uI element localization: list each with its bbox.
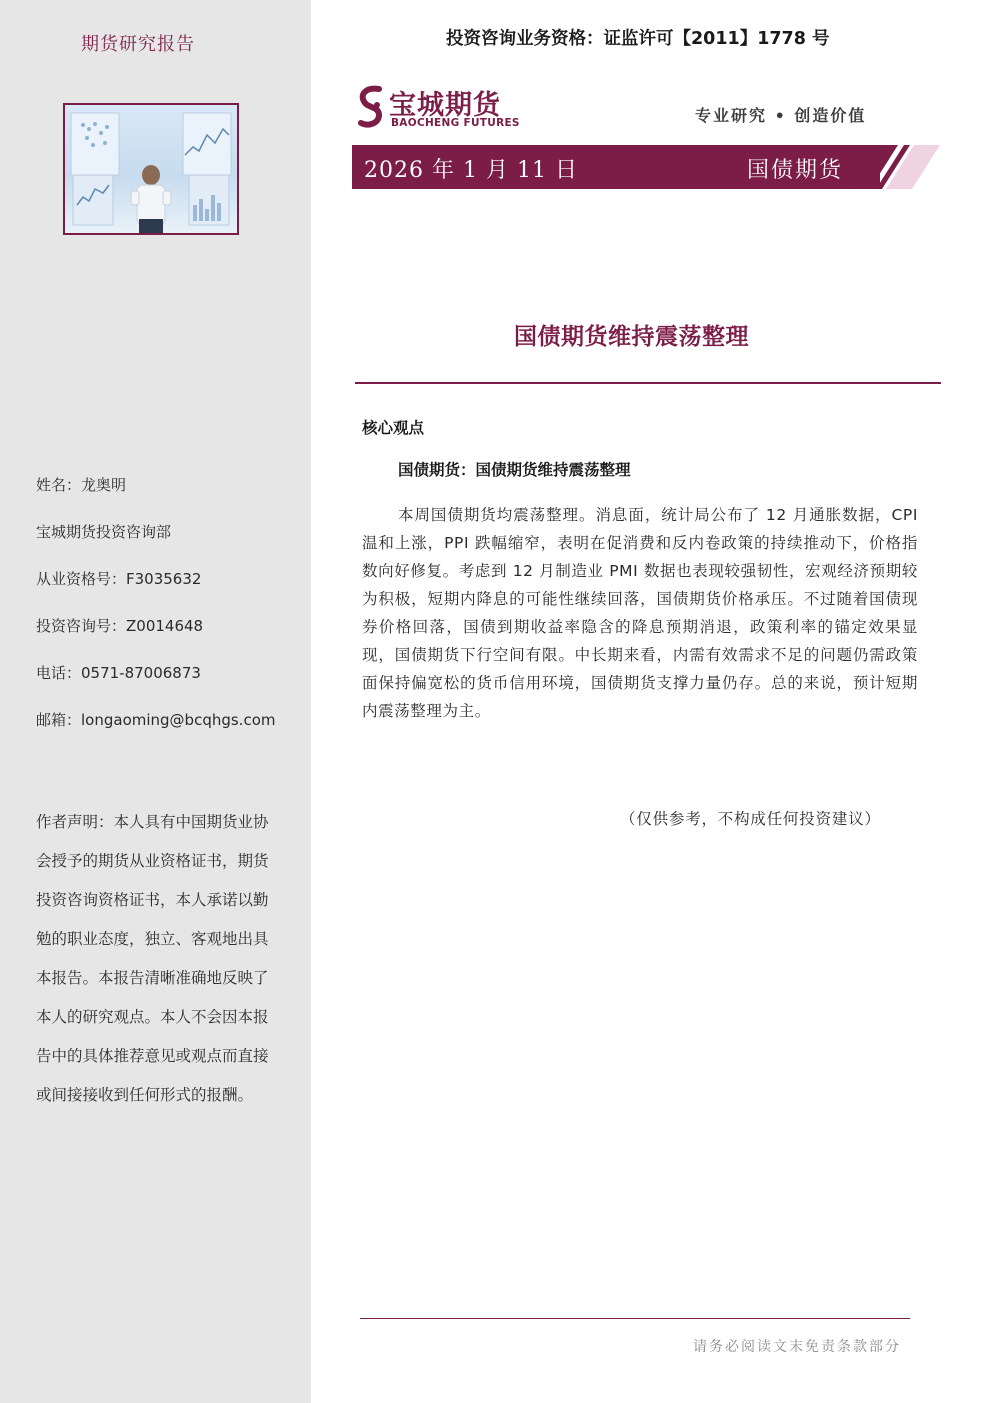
report-category: 国债期货	[747, 158, 844, 183]
author-statement: 作者声明：本人具有中国期货业协会授予的期货从业资格证书，期货投资咨询资格证书，本人承诺以勤勉的职业态度，独立、客观地出具本报告。本报告清晰准确地反映了本人的研究观点。本人不会因本报告中的具体推荐意见或观点而直接或间接接收到任何形式的报酬。	[36, 813, 269, 1104]
analyst-contact	[36, 474, 276, 756]
date-category-band	[352, 145, 940, 189]
report-type-label: 期货研究报告	[81, 34, 195, 55]
analyst-department: 宝城期货投资咨询部	[36, 523, 172, 541]
core-view-label: 核心观点	[362, 419, 425, 437]
band-stripes-icon	[852, 145, 940, 189]
email-address: 邮箱：longaoming@bcqhgs.com	[36, 711, 276, 729]
footer-note: 请务必阅读文末免责条款部分	[693, 1339, 901, 1355]
phone-number: 电话：0571-87006873	[36, 664, 201, 682]
logo-english-name: BAOCHENG FUTURES	[391, 117, 520, 129]
title-divider	[355, 382, 941, 384]
consulting-number: 投资咨询号：Z0014648	[36, 617, 204, 635]
qualification-number: 从业资格号：F3035632	[36, 570, 202, 588]
footer-divider	[360, 1318, 910, 1319]
hero-image	[63, 103, 239, 235]
section-subheading: 国债期货：国债期货维持震荡整理	[398, 461, 631, 479]
logo-mark-icon	[355, 85, 387, 131]
analyst-name: 姓名：龙奥明	[36, 476, 127, 494]
report-title: 国债期货维持震荡整理	[514, 324, 749, 350]
body-paragraph: 本周国债期货均震荡整理。消息面，统计局公布了 12 月通胀数据，CPI 温和上涨，PPI 跌幅缩窄，表明在促消费和反内卷政策的持续推动下，价格指数向好修复。考虑到 12 月制造业 PMI 数据也表现较强韧性，宏观经济预期较为积极，短期内降息的可能性继续回落，国债期货价格承压。不过随着国债现券价格回落，国债到期收益率隐含的降息预期消退，政策利率的锚定效果显现，国债期货下行空间有限。中长期来看，内需有效需求不足的问题仍需政策面保持偏宽松的货币信用环境，国债期货支撑力量仍存。总的来说，预计短期内震荡整理为主。	[362, 506, 918, 720]
license-info: 投资咨询业务资格：证监许可【2011】1778 号	[446, 29, 830, 49]
report-date: 2026 年 1 月 11 日	[364, 158, 578, 183]
sidebar	[0, 0, 311, 1403]
company-logo	[355, 85, 525, 133]
investment-disclaimer: （仅供参考，不构成任何投资建议）	[620, 810, 881, 828]
logo-chinese-name: 宝城期货	[389, 90, 501, 121]
slogan: 专业研究 • 创造价值	[695, 106, 867, 125]
